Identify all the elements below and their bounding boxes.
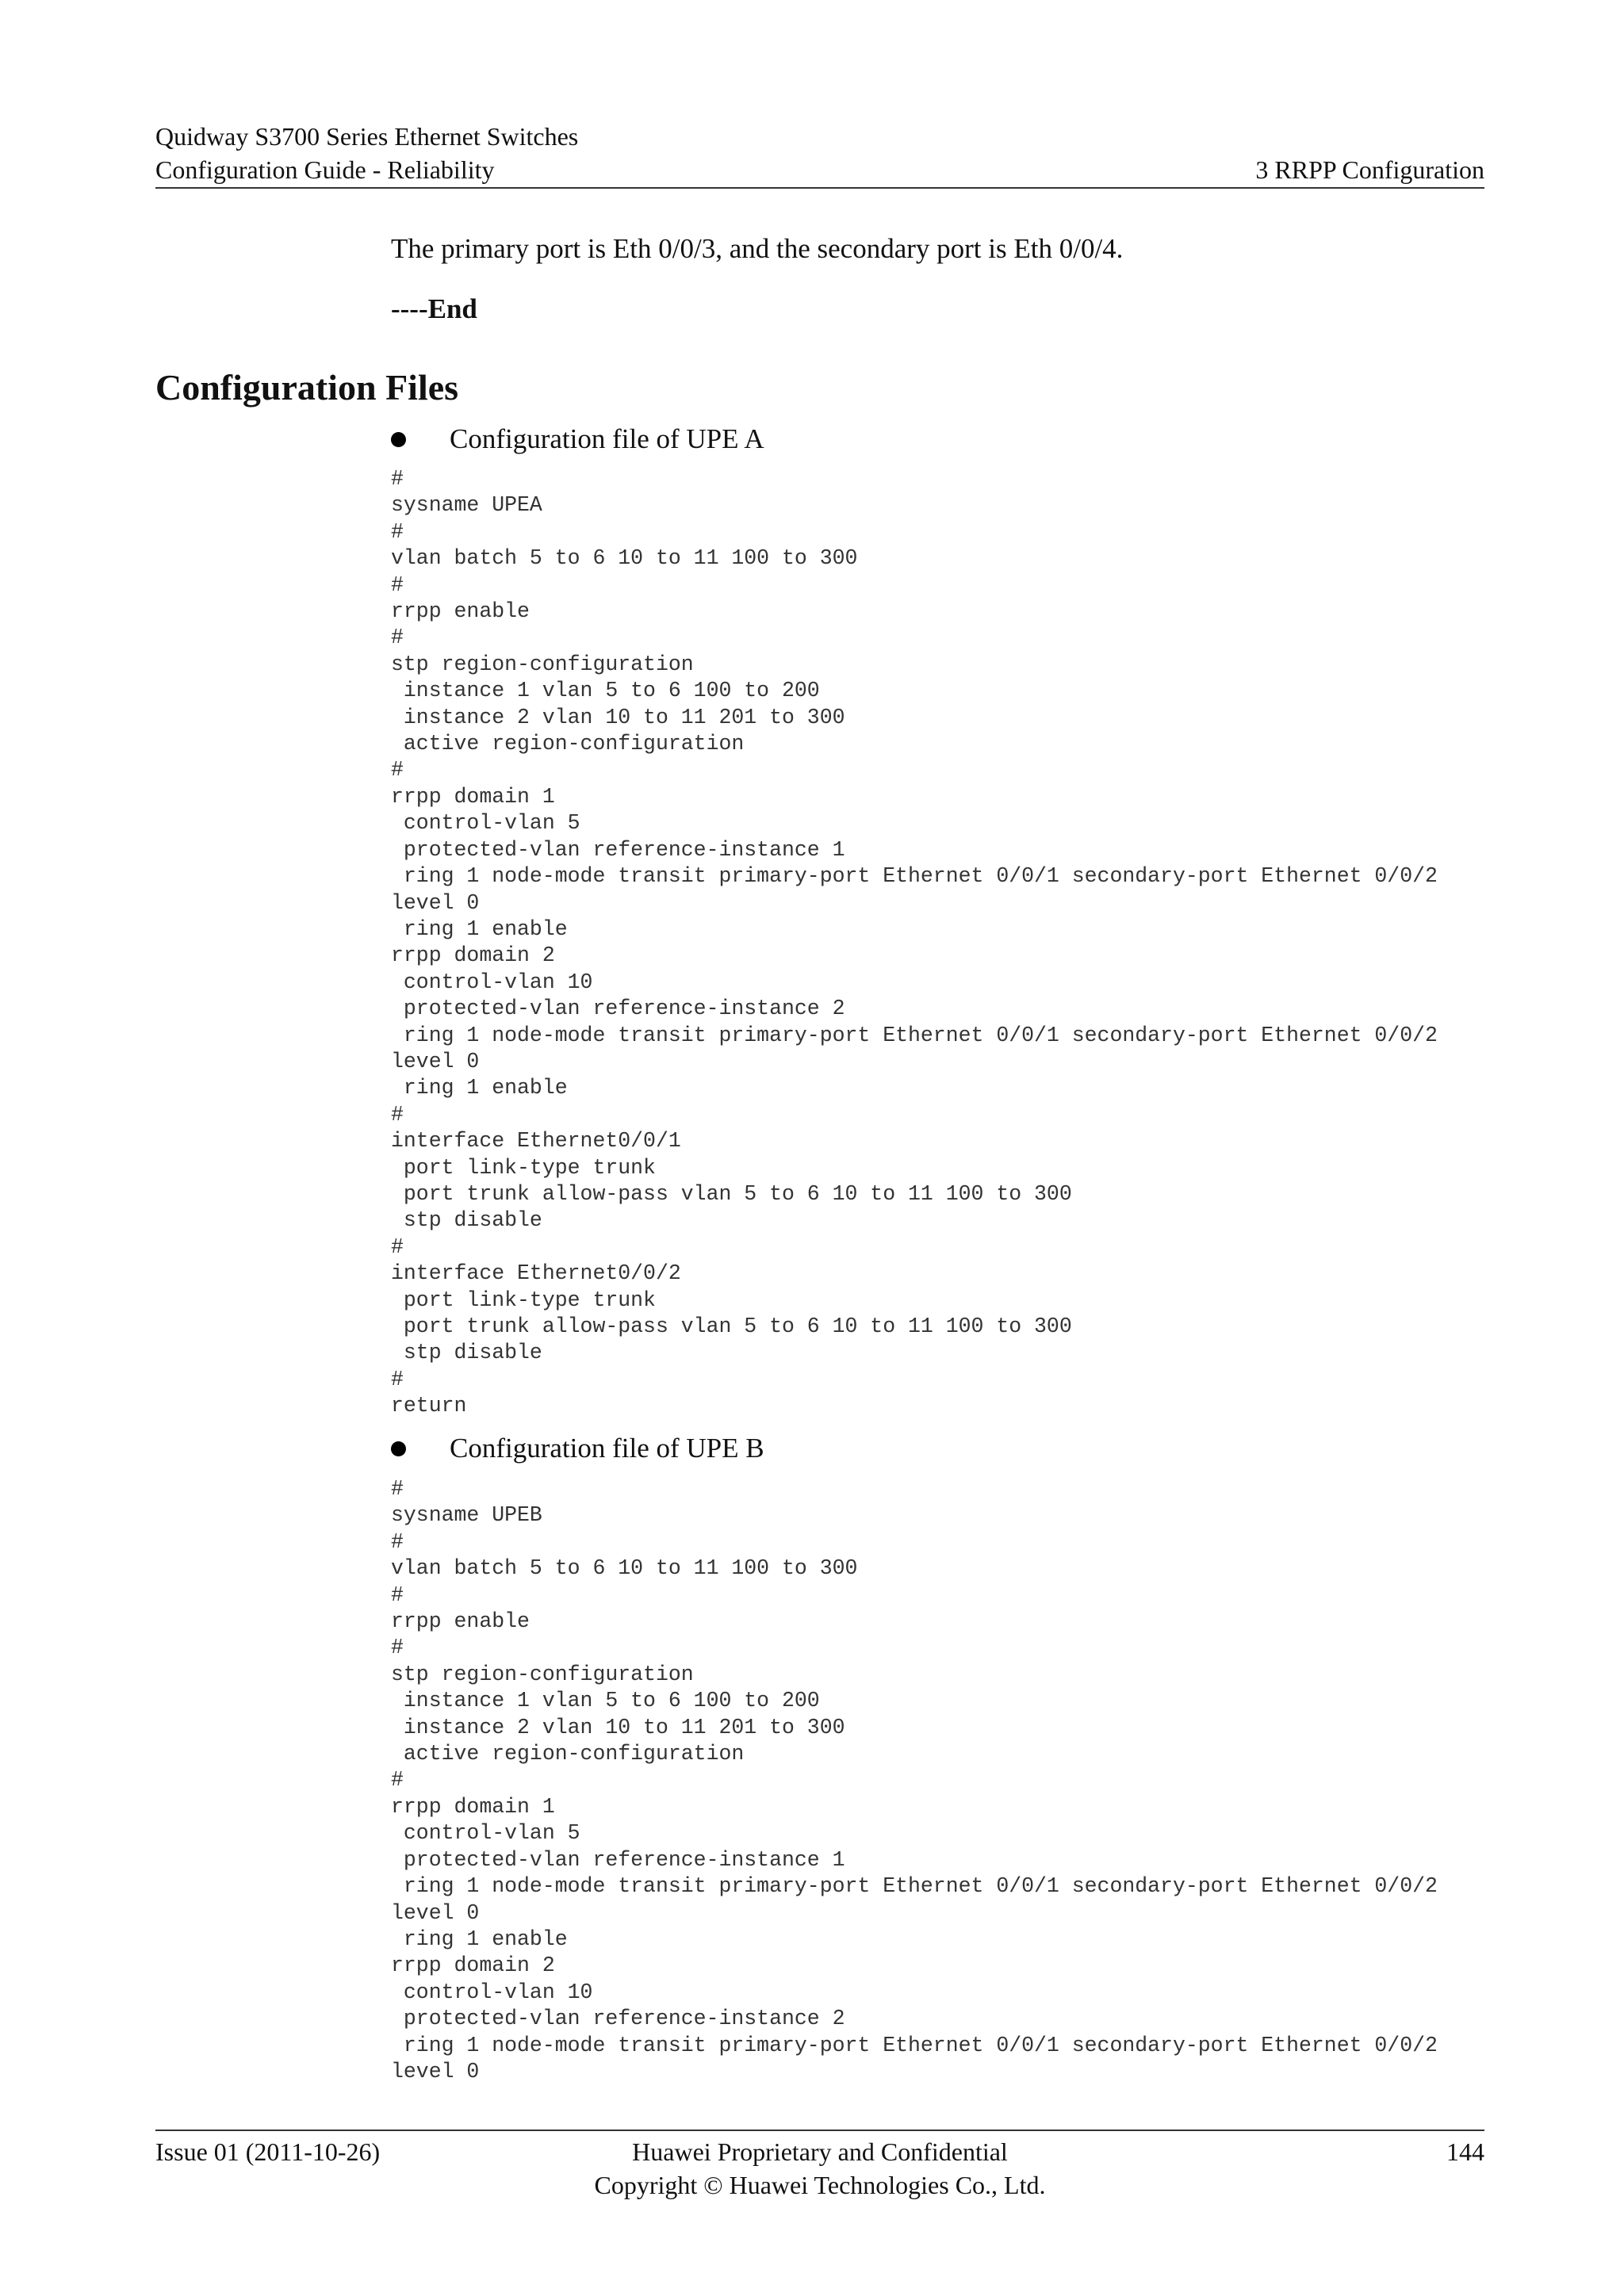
- page-number: 144: [1446, 2137, 1484, 2166]
- footer-copyright: Copyright © Huawei Technologies Co., Ltd.: [594, 2171, 1046, 2199]
- header-product-name: Quidway S3700 Series Ethernet Switches: [155, 122, 579, 151]
- page-footer: [155, 2130, 1484, 2210]
- intro-paragraph: The primary port is Eth 0/0/3, and the secondary port is Eth 0/0/4.: [391, 233, 1124, 264]
- header-guide-name: Configuration Guide - Reliability: [155, 155, 495, 184]
- bullet-icon: [391, 1441, 406, 1456]
- config-file-title: Configuration file of UPE A: [450, 423, 764, 454]
- code-block-upe-a: # sysname UPEA # vlan batch 5 to 6 10 to 11 100 to 300 # rrpp enable # stp region-configuration instance 1 vlan 5 to 6 100 to 200 instance 2 vlan 10 to 11 201 to 300 active region-configuration # rrpp domain 1 control-vlan 5 protected-vlan reference-instance 1 ring 1 node-mode transit primary-port Ethernet 0/0/1 secondary-port Ethernet 0/0/2 level 0 ring 1 enable rrpp domain 2 control-vlan 10 protected-vlan reference-instance 2 ring 1 node-mode transit primary-port Ethernet 0/0/1 secondary-port Ethernet 0/0/2 level 0 ring 1 enable # interface Ethernet0/0/1 port link-type trunk port trunk allow-pass vlan 5 to 6 10 to 11 100 to 300 stp disable # interface Ethernet0/0/2 port link-type trunk port trunk allow-pass vlan 5 to 6 10 to 11 100 to 300 stp disable # return: [391, 467, 1438, 1418]
- page-header: [155, 117, 1484, 189]
- header-chapter-name: 3 RRPP Configuration: [1255, 155, 1484, 184]
- footer-issue: Issue 01 (2011-10-26): [155, 2137, 381, 2166]
- procedure-end-marker: ----End: [391, 293, 477, 324]
- code-block-upe-b: # sysname UPEB # vlan batch 5 to 6 10 to 11 100 to 300 # rrpp enable # stp region-configuration instance 1 vlan 5 to 6 100 to 200 instance 2 vlan 10 to 11 201 to 300 active region-configuration # rrpp domain 1 control-vlan 5 protected-vlan reference-instance 1 ring 1 node-mode transit primary-port Ethernet 0/0/1 secondary-port Ethernet 0/0/2 level 0 ring 1 enable rrpp domain 2 control-vlan 10 protected-vlan reference-instance 2 ring 1 node-mode transit primary-port Ethernet 0/0/1 secondary-port Ethernet 0/0/2 level 0: [391, 1477, 1438, 2084]
- config-file-title: Configuration file of UPE B: [450, 1433, 764, 1464]
- footer-confidential: Huawei Proprietary and Confidential: [632, 2137, 1008, 2166]
- section-title: Configuration Files: [155, 367, 459, 408]
- bullet-icon: [391, 432, 406, 447]
